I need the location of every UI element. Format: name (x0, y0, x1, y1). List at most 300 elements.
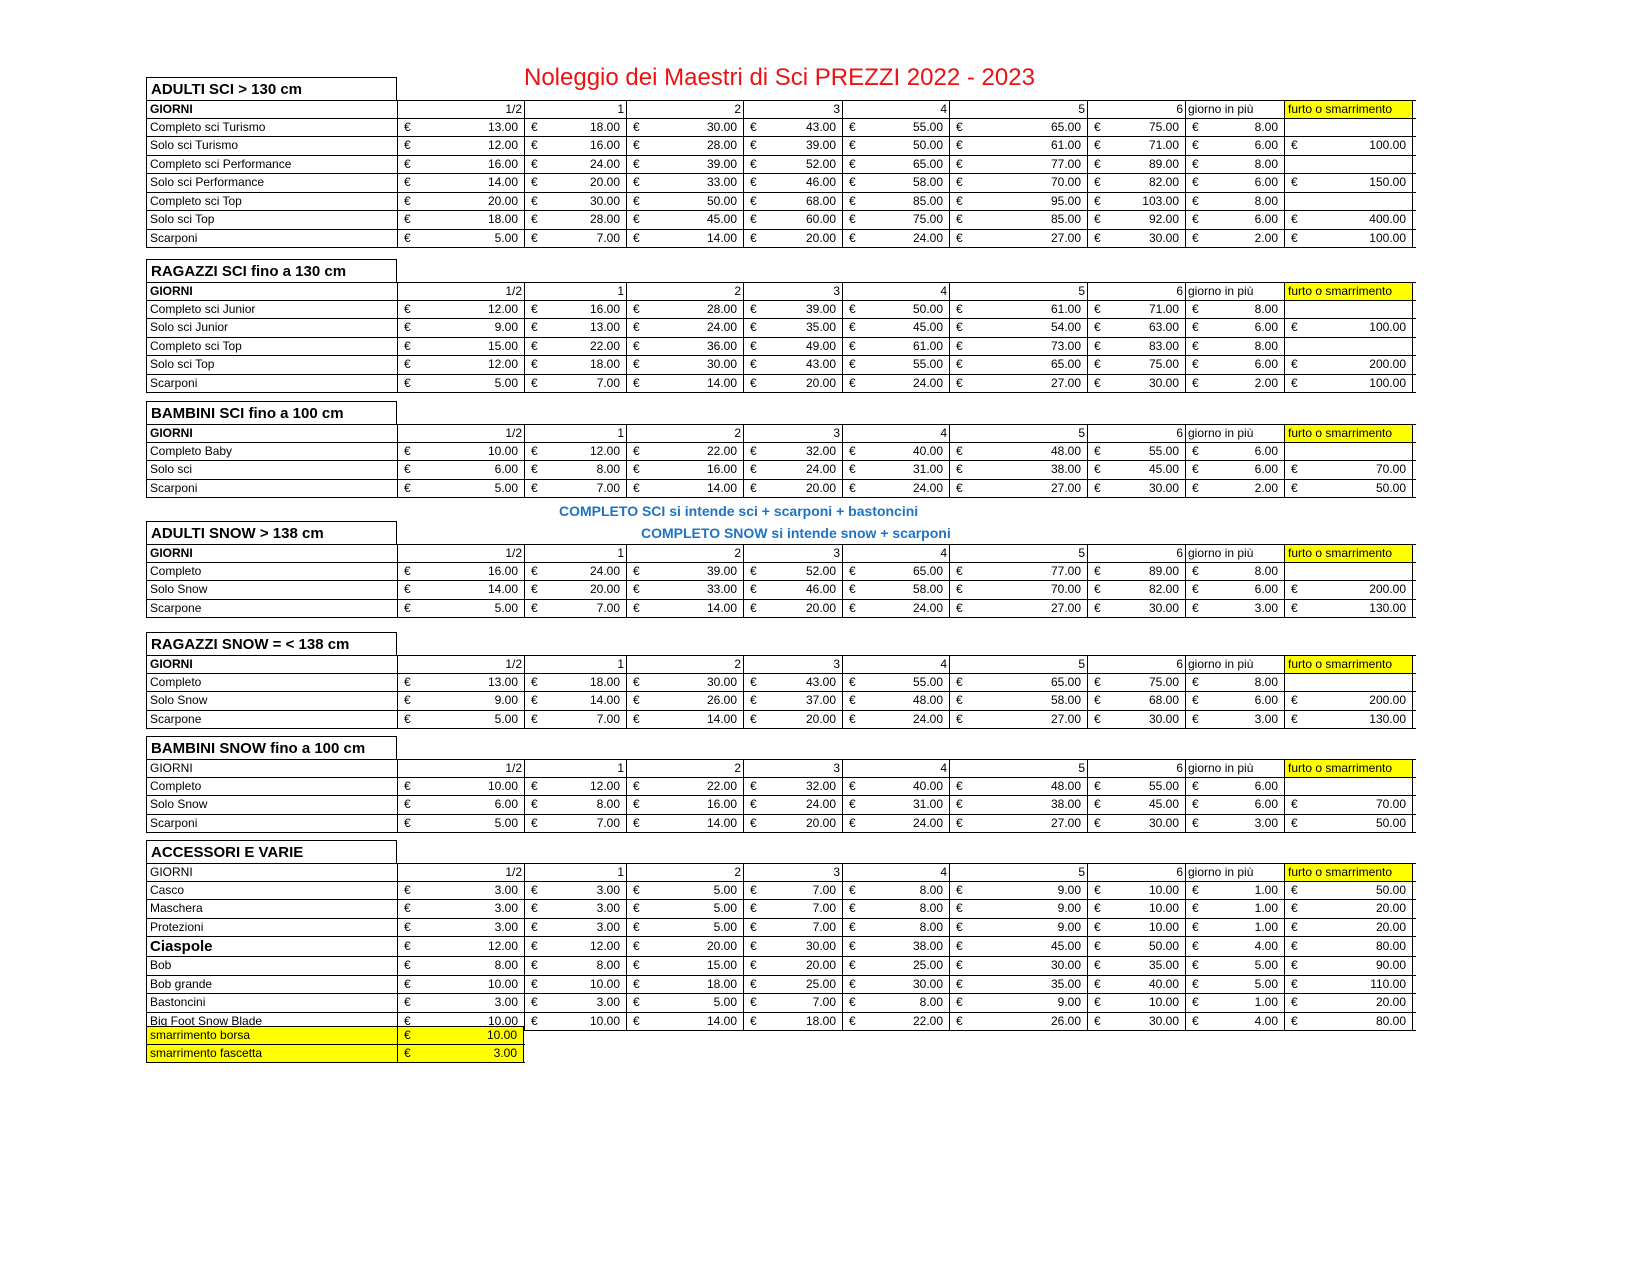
price-amount: 65.00 (1050, 674, 1081, 689)
euro-sign: € (531, 582, 538, 596)
price-cell (397, 976, 524, 994)
price-cell (524, 156, 626, 174)
price-cell (1087, 356, 1185, 374)
header-row (146, 424, 1416, 443)
table-row (146, 156, 1416, 175)
note-completo-sci: COMPLETO SCI si intende sci + scarponi + bastoncini (559, 503, 919, 519)
euro-sign: € (956, 711, 963, 726)
euro-sign: € (531, 995, 538, 1009)
price-cell (949, 1013, 1087, 1031)
euro-sign: € (633, 563, 640, 578)
euro-sign: € (750, 320, 757, 334)
price-amount: 82.00 (1148, 175, 1179, 189)
euro-sign: € (404, 995, 411, 1009)
price-amount: 5.00 (494, 480, 518, 495)
euro-sign: € (750, 582, 757, 596)
price-cell (949, 480, 1087, 498)
euro-sign: € (633, 138, 640, 152)
price-amount: 2.00 (1254, 230, 1278, 245)
euro-sign: € (1291, 320, 1298, 334)
price-cell (1284, 375, 1413, 393)
price-amount: 20.00 (805, 815, 836, 830)
price-cell (524, 301, 626, 319)
euro-sign: € (750, 119, 757, 134)
price-amount: 24.00 (912, 711, 943, 726)
header-days: 4 (842, 760, 949, 777)
price-cell (397, 338, 524, 356)
euro-sign: € (633, 462, 640, 476)
euro-sign: € (404, 443, 411, 458)
price-cell (397, 119, 524, 137)
item-name: Completo sci Top (146, 193, 397, 211)
table-row (146, 581, 1416, 600)
price-cell (1185, 1013, 1284, 1031)
euro-sign: € (531, 797, 538, 811)
euro-sign: € (956, 919, 963, 934)
table-row (146, 356, 1416, 375)
price-amount: 14.00 (706, 230, 737, 245)
euro-sign: € (633, 582, 640, 596)
euro-sign: € (750, 462, 757, 476)
euro-sign: € (1094, 958, 1101, 972)
price-cell (397, 211, 524, 229)
price-cell (949, 230, 1087, 248)
price-amount: 200.00 (1369, 693, 1406, 707)
price-cell (1087, 119, 1185, 137)
euro-sign: € (1094, 600, 1101, 615)
price-amount: 3.00 (1254, 600, 1278, 615)
price-amount: 5.00 (494, 375, 518, 390)
extras-price (397, 1045, 524, 1063)
price-cell (1185, 301, 1284, 319)
price-amount: 7.00 (596, 230, 620, 245)
price-amount: 5.00 (713, 901, 737, 915)
price-cell (397, 480, 524, 498)
price-cell (1185, 461, 1284, 479)
header-row (146, 655, 1416, 674)
price-cell (524, 994, 626, 1012)
price-cell (743, 1013, 842, 1031)
price-cell (842, 600, 949, 618)
price-amount: 61.00 (1050, 301, 1081, 316)
euro-sign: € (1094, 119, 1101, 134)
euro-sign: € (849, 338, 856, 353)
price-cell (397, 815, 524, 833)
euro-sign: € (956, 674, 963, 689)
price-amount: 70.00 (1050, 582, 1081, 596)
price-amount: 30.00 (706, 674, 737, 689)
price-cell (1185, 480, 1284, 498)
price-cell (524, 356, 626, 374)
euro-sign: € (404, 674, 411, 689)
item-name: Completo sci Performance (146, 156, 397, 174)
price-amount: 18.00 (805, 1013, 836, 1028)
euro-sign: € (750, 797, 757, 811)
euro-sign: € (633, 901, 640, 915)
euro-sign: € (531, 156, 538, 171)
price-table (146, 863, 1416, 1031)
price-cell (626, 137, 743, 155)
euro-sign: € (404, 919, 411, 934)
euro-sign: € (1192, 976, 1199, 991)
price-cell (949, 900, 1087, 918)
price-cell (626, 976, 743, 994)
price-amount: 30.00 (1148, 711, 1179, 726)
price-amount: 50.00 (912, 138, 943, 152)
price-amount: 58.00 (912, 175, 943, 189)
euro-sign: € (633, 958, 640, 972)
header-days: 2 (626, 864, 743, 881)
item-name: Completo (146, 674, 397, 692)
euro-sign: € (750, 563, 757, 578)
euro-sign: € (633, 674, 640, 689)
euro-sign: € (849, 976, 856, 991)
table-row (146, 338, 1416, 357)
euro-sign: € (531, 212, 538, 226)
price-cell (842, 480, 949, 498)
euro-sign: € (849, 212, 856, 226)
price-cell (949, 301, 1087, 319)
price-cell (949, 563, 1087, 581)
price-amount: 77.00 (1050, 563, 1081, 578)
table-row (146, 480, 1416, 499)
price-cell (743, 778, 842, 796)
price-cell (1284, 796, 1413, 814)
euro-sign: € (1094, 320, 1101, 334)
price-cell (842, 230, 949, 248)
header-days: 5 (949, 760, 1087, 777)
price-amount: 35.00 (805, 320, 836, 334)
price-cell (842, 674, 949, 692)
price-amount: 12.00 (589, 443, 620, 458)
price-amount: 24.00 (912, 230, 943, 245)
price-cell (524, 211, 626, 229)
euro-sign: € (849, 901, 856, 915)
price-cell (1087, 796, 1185, 814)
euro-sign: € (1094, 357, 1101, 371)
price-cell (842, 156, 949, 174)
item-name: Ciaspole (146, 937, 397, 956)
euro-sign: € (1291, 901, 1298, 915)
price-amount: 18.00 (487, 212, 518, 226)
euro-sign: € (849, 230, 856, 245)
price-amount: 14.00 (706, 480, 737, 495)
euro-sign: € (1192, 1013, 1199, 1028)
euro-sign: € (404, 797, 411, 811)
price-cell (743, 480, 842, 498)
price-amount: 1.00 (1254, 919, 1278, 934)
euro-sign: € (849, 778, 856, 793)
euro-sign: € (404, 375, 411, 390)
price-amount: 20.00 (1375, 901, 1406, 915)
euro-sign: € (956, 320, 963, 334)
euro-sign: € (1094, 212, 1101, 226)
price-amount: 75.00 (1148, 674, 1179, 689)
section-title: BAMBINI SCI fino a 100 cm (146, 401, 397, 424)
price-amount: 8.00 (596, 462, 620, 476)
price-cell (1185, 156, 1284, 174)
euro-sign: € (849, 480, 856, 495)
price-cell (626, 375, 743, 393)
header-days: 4 (842, 283, 949, 300)
price-cell (397, 563, 524, 581)
price-amount: 7.00 (596, 375, 620, 390)
euro-sign: € (633, 995, 640, 1009)
price-amount: 90.00 (1375, 958, 1406, 972)
price-cell (949, 338, 1087, 356)
price-amount: 8.00 (919, 882, 943, 897)
price-cell (1284, 193, 1413, 211)
price-amount: 63.00 (1148, 320, 1179, 334)
euro-sign: € (531, 193, 538, 208)
price-amount: 55.00 (912, 119, 943, 134)
header-row (146, 100, 1416, 119)
euro-sign: € (750, 958, 757, 972)
price-amount: 8.00 (596, 958, 620, 972)
price-cell (1284, 1013, 1413, 1031)
header-days: 1/2 (397, 101, 524, 118)
price-amount: 14.00 (589, 693, 620, 707)
price-amount: 9.00 (1057, 901, 1081, 915)
price-amount: 100.00 (1369, 138, 1406, 152)
item-name: Bob (146, 957, 397, 975)
euro-sign: € (849, 600, 856, 615)
euro-sign: € (849, 175, 856, 189)
price-amount: 10.00 (487, 443, 518, 458)
price-cell (1284, 563, 1413, 581)
price-table (146, 282, 1416, 393)
euro-sign: € (750, 711, 757, 726)
price-table (146, 544, 1416, 618)
euro-sign: € (531, 175, 538, 189)
table-row (146, 674, 1416, 693)
price-cell (743, 957, 842, 975)
price-cell (743, 461, 842, 479)
euro-sign: € (1192, 563, 1199, 578)
table-row (146, 711, 1416, 730)
price-cell (743, 563, 842, 581)
euro-sign: € (849, 357, 856, 371)
price-cell (1284, 900, 1413, 918)
item-name: Scarponi (146, 230, 397, 248)
item-name: Casco (146, 882, 397, 900)
price-cell (397, 193, 524, 211)
header-giorno-in-piu: giorno in più (1185, 864, 1284, 881)
euro-sign: € (1291, 1013, 1298, 1028)
price-amount: 68.00 (805, 193, 836, 208)
price-cell (524, 796, 626, 814)
price-amount: 50.00 (1148, 939, 1179, 953)
price-cell (1087, 375, 1185, 393)
price-amount: 8.00 (1254, 193, 1278, 208)
price-amount: 12.00 (589, 778, 620, 793)
price-amount: 20.00 (805, 958, 836, 972)
header-row (146, 863, 1416, 882)
euro-sign: € (531, 958, 538, 972)
euro-sign: € (956, 693, 963, 707)
price-amount: 14.00 (706, 600, 737, 615)
price-amount: 20.00 (487, 193, 518, 208)
price-amount: 5.00 (494, 600, 518, 615)
euro-sign: € (633, 797, 640, 811)
item-name: Solo sci Turismo (146, 137, 397, 155)
price-cell (524, 319, 626, 337)
price-cell (397, 796, 524, 814)
euro-sign: € (1094, 778, 1101, 793)
price-amount: 38.00 (1050, 462, 1081, 476)
price-amount: 43.00 (805, 674, 836, 689)
price-amount: 5.00 (713, 919, 737, 934)
price-amount: 18.00 (589, 119, 620, 134)
euro-sign: € (404, 462, 411, 476)
price-amount: 30.00 (1050, 958, 1081, 972)
header-days: 1/2 (397, 656, 524, 673)
price-amount: 20.00 (805, 480, 836, 495)
price-cell (1284, 230, 1413, 248)
price-amount: 22.00 (706, 443, 737, 458)
euro-sign: € (1291, 995, 1298, 1009)
price-amount: 52.00 (805, 156, 836, 171)
price-cell (743, 919, 842, 937)
price-amount: 13.00 (589, 320, 620, 334)
header-row (146, 759, 1416, 778)
euro-sign: € (1291, 462, 1298, 476)
price-amount: 18.00 (589, 674, 620, 689)
euro-sign: € (1094, 301, 1101, 316)
euro-sign: € (404, 1013, 411, 1028)
price-amount: 110.00 (1370, 976, 1406, 991)
price-amount: 65.00 (912, 156, 943, 171)
price-amount: 24.00 (912, 375, 943, 390)
price-amount: 39.00 (805, 301, 836, 316)
price-amount: 5.00 (713, 995, 737, 1009)
euro-sign: € (404, 582, 411, 596)
item-name: Solo Snow (146, 692, 397, 710)
euro-sign: € (404, 301, 411, 316)
price-cell (524, 137, 626, 155)
price-cell (1284, 174, 1413, 192)
price-cell (626, 230, 743, 248)
price-amount: 58.00 (1050, 693, 1081, 707)
price-amount: 30.00 (1148, 815, 1179, 830)
price-cell (743, 156, 842, 174)
price-cell (842, 778, 949, 796)
price-cell (1284, 461, 1413, 479)
price-cell (1185, 796, 1284, 814)
euro-sign: € (404, 563, 411, 578)
price-amount: 5.00 (494, 711, 518, 726)
giorni-label: GIORNI (146, 283, 397, 300)
price-cell (1087, 900, 1185, 918)
euro-sign: € (849, 958, 856, 972)
price-cell (743, 443, 842, 461)
euro-sign: € (1291, 480, 1298, 495)
price-amount: 20.00 (1375, 919, 1406, 934)
price-amount: 3.00 (494, 882, 518, 897)
euro-sign: € (1192, 138, 1199, 152)
header-days: 1/2 (397, 425, 524, 442)
price-cell (1185, 356, 1284, 374)
price-amount: 26.00 (1050, 1013, 1081, 1028)
price-amount: 7.00 (812, 901, 836, 915)
price-cell (1087, 461, 1185, 479)
price-cell (842, 356, 949, 374)
price-amount: 6.00 (1254, 443, 1278, 458)
price-amount: 50.00 (1375, 882, 1406, 897)
euro-sign: € (633, 919, 640, 934)
price-amount: 33.00 (706, 175, 737, 189)
euro-sign: € (1192, 375, 1199, 390)
euro-sign: € (750, 674, 757, 689)
price-amount: 68.00 (1148, 693, 1179, 707)
euro-sign: € (404, 976, 411, 991)
price-cell (626, 692, 743, 710)
price-cell (397, 600, 524, 618)
euro-sign: € (1291, 958, 1298, 972)
euro-sign: € (633, 882, 640, 897)
table-row (146, 600, 1416, 619)
price-cell (949, 711, 1087, 729)
price-amount: 200.00 (1369, 357, 1406, 371)
euro-sign: € (633, 193, 640, 208)
price-cell (1284, 600, 1413, 618)
price-cell (397, 957, 524, 975)
price-cell (949, 600, 1087, 618)
price-cell (1284, 443, 1413, 461)
price-cell (1185, 319, 1284, 337)
price-cell (1185, 976, 1284, 994)
table-row (146, 174, 1416, 193)
euro-sign: € (633, 375, 640, 390)
price-cell (1284, 480, 1413, 498)
price-cell (842, 994, 949, 1012)
euro-sign: € (1291, 693, 1298, 707)
item-name: Completo sci Turismo (146, 119, 397, 137)
price-cell (1087, 882, 1185, 900)
price-cell (1185, 600, 1284, 618)
euro-sign: € (531, 357, 538, 371)
euro-sign: € (750, 375, 757, 390)
price-cell (1087, 174, 1185, 192)
price-amount: 65.00 (912, 563, 943, 578)
price-amount: 7.00 (812, 882, 836, 897)
price-cell (397, 156, 524, 174)
price-cell (397, 461, 524, 479)
euro-sign: € (531, 338, 538, 353)
euro-sign: € (1192, 320, 1199, 334)
price-amount: 45.00 (912, 320, 943, 334)
table-row (146, 137, 1416, 156)
price-amount: 9.00 (494, 693, 518, 707)
item-name: Maschera (146, 900, 397, 918)
price-cell (842, 319, 949, 337)
euro-sign: € (1192, 995, 1199, 1009)
price-amount: 6.00 (494, 462, 518, 476)
price-amount: 4.00 (1254, 939, 1278, 953)
euro-sign: € (633, 119, 640, 134)
euro-sign: € (531, 693, 538, 707)
price-cell (1185, 211, 1284, 229)
price-amount: 150.00 (1369, 175, 1406, 189)
price-amount: 18.00 (706, 976, 737, 991)
header-row (146, 282, 1416, 301)
price-cell (1185, 994, 1284, 1012)
section-title: ADULTI SNOW > 138 cm (146, 521, 397, 544)
header-days: 2 (626, 545, 743, 562)
euro-sign: € (1192, 600, 1199, 615)
euro-sign: € (750, 338, 757, 353)
euro-sign: € (956, 815, 963, 830)
